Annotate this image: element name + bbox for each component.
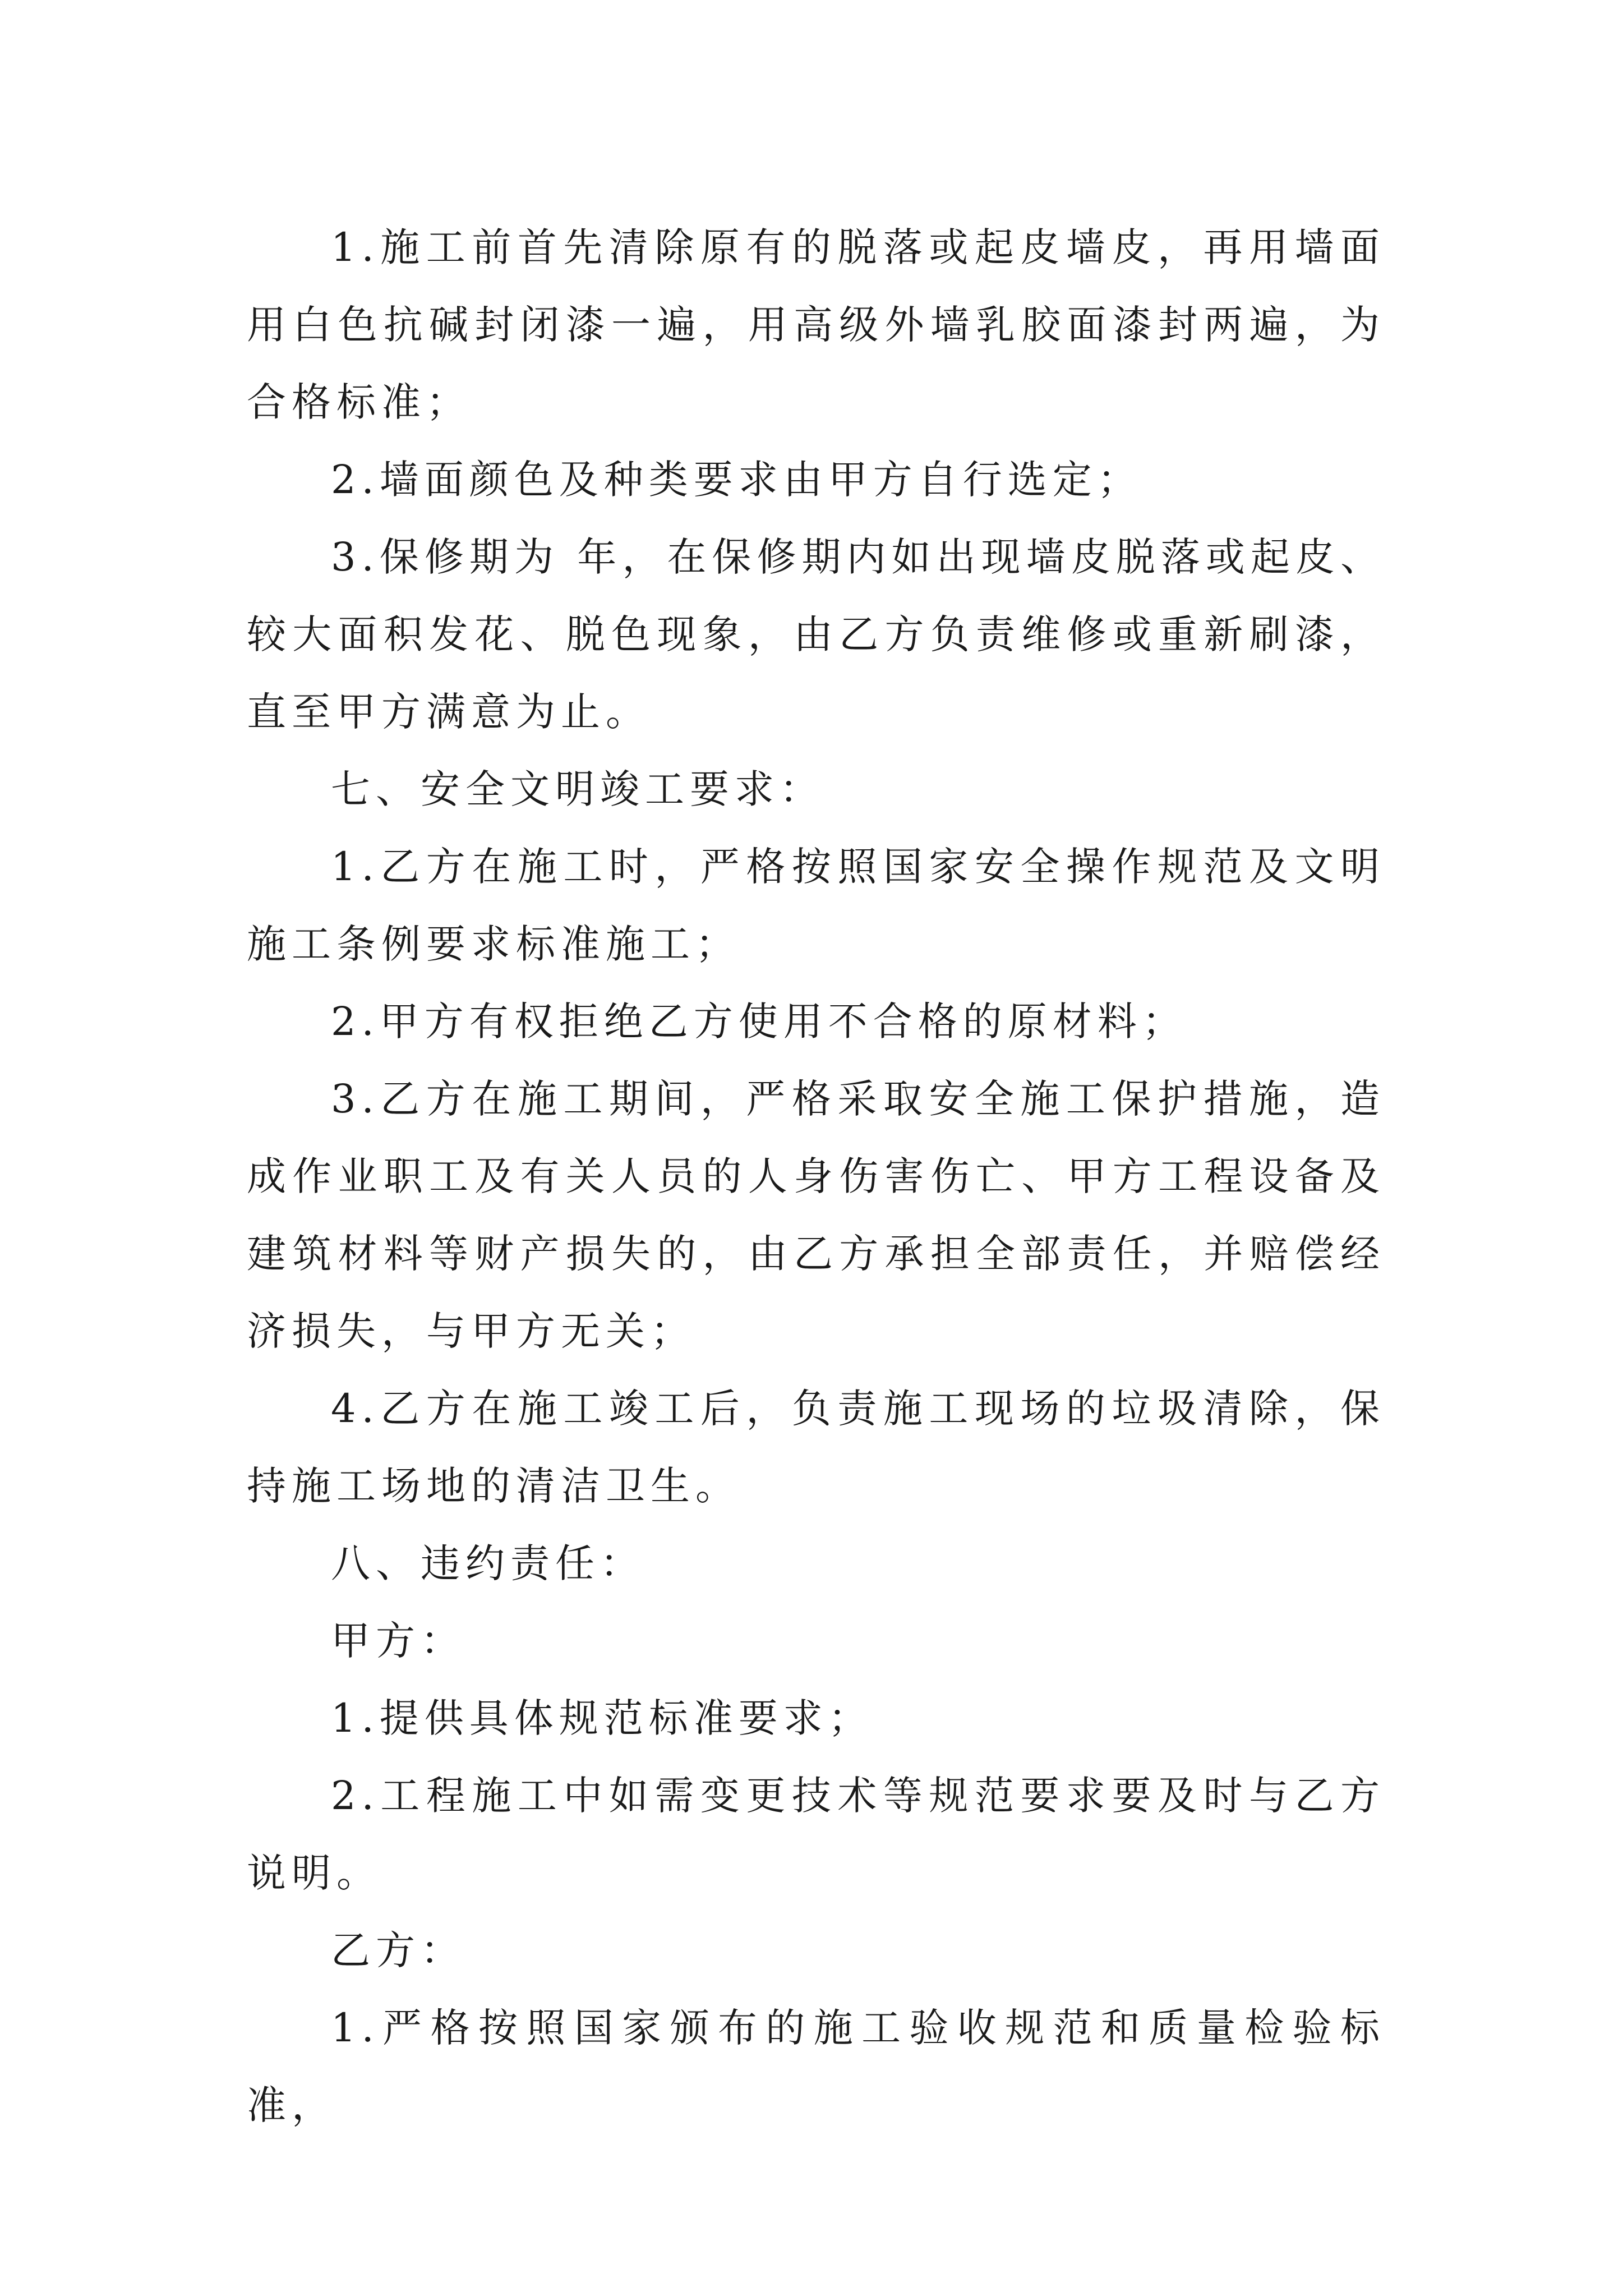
paragraph-wall-cleaning: 1.施工前首先清除原有的脱落或起皮墙皮，再用墙面用白色抗碱封闭漆一遍，用高级外墙乳胶面漆封两遍，为合格标准； <box>247 224 1385 425</box>
paragraph-warranty: 3.保修期为 年，在保修期内如出现墙皮脱落或起皮、较大面积发花、脱色现象，由乙方负责维修或重新刷漆，直至甲方满意为止。 <box>247 534 1385 735</box>
paragraph-safety-3: 3.乙方在施工期间，严格采取安全施工保护措施，造成作业职工及有关人员的人身伤害伤亡、甲方工程设备及建筑材料等财产损失的，由乙方承担全部责任，并赔偿经济损失，与甲方无关； <box>247 1076 1385 1354</box>
paragraph-safety-1: 1.乙方在施工时，严格按照国家安全操作规范及文明施工条例要求标准施工； <box>247 844 1385 967</box>
section-heading-liability: 八、违约责任： <box>331 1540 645 1586</box>
paragraph-safety-2: 2.甲方有权拒绝乙方使用不合格的原材料； <box>331 999 1187 1045</box>
document-body <box>247 209 1385 2144</box>
paragraph-wall-color: 2.墙面颜色及种类要求由甲方自行选定； <box>331 457 1142 503</box>
paragraph-party-a-1: 1.提供具体规范标准要求； <box>331 1695 873 1741</box>
party-b-heading: 乙方： <box>331 1927 465 1973</box>
party-a-heading: 甲方： <box>331 1618 465 1664</box>
section-heading-safety: 七、安全文明竣工要求： <box>331 766 824 812</box>
paragraph-party-b-1: 1.严格按照国家颁布的施工验收规范和质量检验标准， <box>247 2005 1385 2128</box>
paragraph-safety-4: 4.乙方在施工竣工后，负责施工现场的垃圾清除，保持施工场地的清洁卫生。 <box>247 1386 1385 1509</box>
paragraph-party-a-2: 2.工程施工中如需变更技术等规范要求要及时与乙方说明。 <box>247 1773 1385 1896</box>
